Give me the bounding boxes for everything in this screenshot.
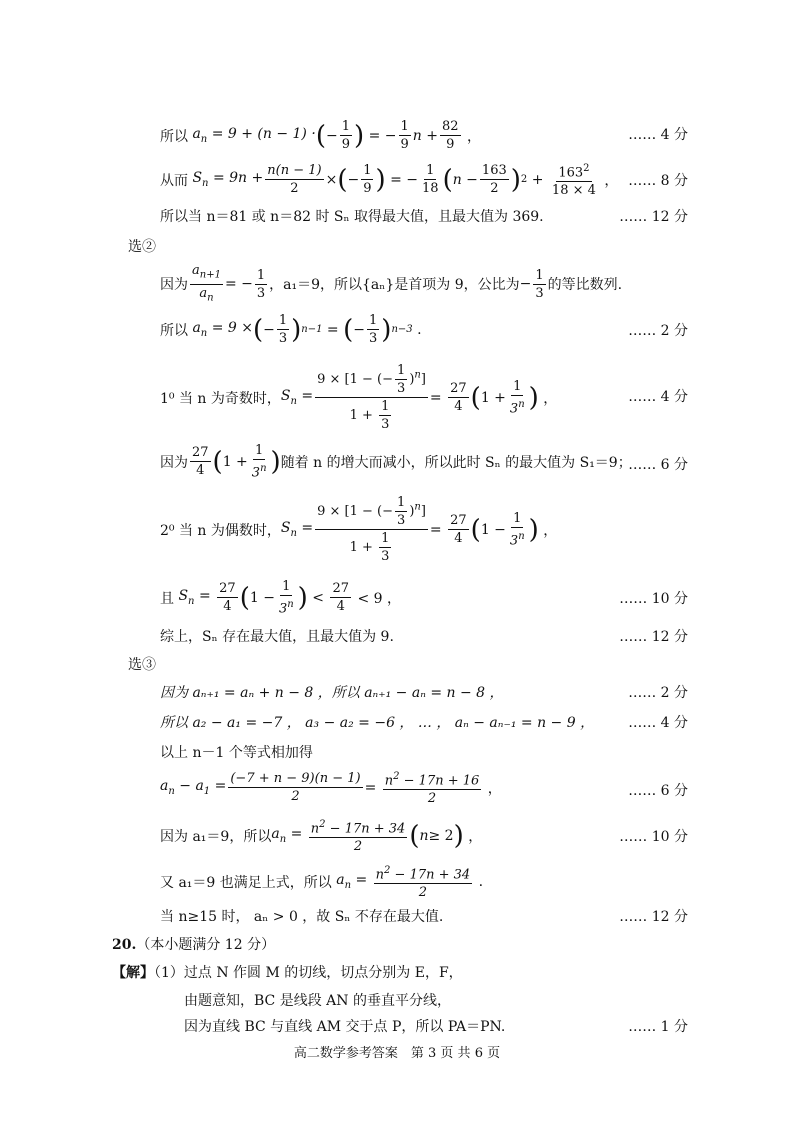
solution-line: 所以 $a_n = 9$ × ( − $\frac{1}{3}$ ) n−1 = ( − $\frac{1}{3}$ ) n−3 . bbox=[160, 313, 422, 346]
solution-line: 综上，Sₙ 存在最大值，且最大值为 9. bbox=[160, 629, 394, 645]
solution-line: $a_n - a_1$ = $\frac{(-7 + n - 9)(n - 1)}{2}$ = $\frac{n^2 - 17n + 16}{2}$ ， bbox=[160, 768, 694, 807]
line-middle: 随着 n 的增大而减小，所以此时 Sₙ 的最大值为 S₁＝9； bbox=[280, 454, 632, 471]
solution-line: 以上 n－1 个等式相加得 bbox=[160, 745, 313, 761]
line-prefix: 所以 bbox=[160, 128, 188, 145]
solution-line: 因为 aₙ₊₁ = aₙ + n − 8 ，所以 aₙ₊₁ − aₙ = n − 8 ， bbox=[160, 685, 504, 701]
solution-line: 1⁰ 当 n 为奇数时， $S_n$ = 9 × [1 − (− $\frac{1}{3}$ )$^n$] 1 + $\frac{1}{3}$ = $\frac{27}{4}$ ( 1 + $\frac{1}{3^n}$ ) ， bbox=[160, 363, 558, 432]
solution-text: （1）过点 N 作圆 M 的切线，切点分别为 E，F， bbox=[154, 965, 463, 981]
solution-line: 因为 a₁＝9，所以 $a_n$ = $\frac{n^2 - 17n + 34}{2}$ ( n ≥ 2 ) ， bbox=[160, 816, 694, 855]
line-prefix: 且 bbox=[160, 590, 174, 607]
question-title: （本小题满分 12 分） bbox=[136, 937, 276, 953]
line-prefix: 因为 bbox=[160, 454, 188, 471]
line-suffix: 的等比数列. bbox=[547, 277, 623, 294]
score-mark: …… 2 分 bbox=[628, 323, 688, 339]
solution-line: 当 n≥15 时， aₙ > 0 ，故 Sₙ 不存在最大值. bbox=[160, 909, 444, 925]
score-mark: …… 4 分 bbox=[628, 715, 688, 731]
solution-line bbox=[112, 962, 463, 982]
solution-line: 又 a₁＝9 也满足上式，所以 $a_n$ = $\frac{n^2 - 17n + 34}{2}$ . bbox=[160, 862, 694, 901]
line-prefix: 又 a₁＝9 也满足上式，所以 bbox=[160, 874, 332, 891]
question-20-header bbox=[112, 934, 275, 954]
solution-line: 由题意知，BC 是线段 AN 的垂直平分线， bbox=[184, 993, 451, 1009]
score-mark: …… 12 分 bbox=[619, 209, 688, 225]
score-mark: …… 6 分 bbox=[628, 457, 688, 473]
question-number: 20. bbox=[112, 937, 137, 953]
solution-line: 从而 $S_n = 9n$ + $\frac{n(n - 1)}{2}$ × ( − $\frac{1}{9}$ ) = − $\frac{1}{18}$ ( n − $\frac{163}{2}$ ) 2 + $\frac{163^2}{18 \times 4}$ ， bbox=[160, 160, 694, 199]
page-footer: 高二数学参考答案 第 3 页 共 6 页 bbox=[293, 1046, 501, 1061]
option-heading: 选② bbox=[128, 239, 156, 255]
line-prefix: 因为 bbox=[160, 277, 188, 294]
solution-line: 因为 $\frac{27}{4}$ ( 1 + $\frac{1}{3^n}$ ) 随着 n 的增大而减小，所以此时 Sₙ 的最大值为 S₁＝9； bbox=[160, 443, 632, 481]
score-mark: …… 4 分 bbox=[628, 389, 688, 405]
score-mark: …… 4 分 bbox=[628, 127, 688, 143]
score-mark: …… 1 分 bbox=[628, 1019, 688, 1035]
solution-line: 且 $S_n$ = $\frac{27}{4}$ ( 1 − $\frac{1}{3^n}$ ) < $\frac{27}{4}$ < 9 ， bbox=[160, 579, 402, 617]
solution-line: 所以 a₂ − a₁ = −7 ， a₃ − a₂ = −6 ， … ， aₙ − aₙ₋₁ = n − 9 ， bbox=[160, 715, 595, 731]
line-prefix: 从而 bbox=[160, 172, 188, 189]
line-prefix: 所以 bbox=[160, 322, 188, 339]
score-mark: …… 8 分 bbox=[628, 173, 688, 189]
score-mark: …… 6 分 bbox=[628, 783, 688, 799]
solution-line: 所以当 n＝81 或 n＝82 时 Sₙ 取得最大值，且最大值为 369. bbox=[160, 209, 544, 225]
option-heading: 选③ bbox=[128, 657, 156, 673]
line-middle: ，a₁＝9，所以{aₙ}是首项为 9，公比为 bbox=[269, 277, 520, 294]
solution-line: 因为直线 BC 与直线 AM 交于点 P，所以 PA＝PN. bbox=[184, 1019, 506, 1035]
score-mark: …… 10 分 bbox=[619, 591, 688, 607]
solution-line: 2⁰ 当 n 为偶数时， $S_n$ = 9 × [1 − (− $\frac{1}{3}$ )$^n$] 1 + $\frac{1}{3}$ = $\frac{27}{4}$ ( 1 − $\frac{1}{3^n}$ ) ， bbox=[160, 495, 558, 564]
score-mark: …… 2 分 bbox=[628, 685, 688, 701]
score-mark: …… 12 分 bbox=[619, 909, 688, 925]
line-prefix: 因为 a₁＝9，所以 bbox=[160, 828, 272, 845]
solution-label: 【解】 bbox=[112, 965, 154, 981]
line-prefix: 1⁰ 当 n 为奇数时， bbox=[160, 390, 281, 407]
solution-line: 所以 $a_n = 9 + (n - 1)$ · ( − $\frac{1}{9}$ ) = − $\frac{1}{9}$ n + $\frac{82}{9}$ ， bbox=[160, 119, 481, 152]
score-mark: …… 12 分 bbox=[619, 629, 688, 645]
score-mark: …… 10 分 bbox=[619, 829, 688, 845]
line-prefix: 2⁰ 当 n 为偶数时， bbox=[160, 522, 281, 539]
solution-line: 因为 $\frac{a_{n+1}}{a_n}$ = − $\frac{1}{3}$ ，a₁＝9，所以{aₙ}是首项为 9，公比为 − $\frac{1}{3}$ 的等比数列. bbox=[160, 263, 623, 304]
